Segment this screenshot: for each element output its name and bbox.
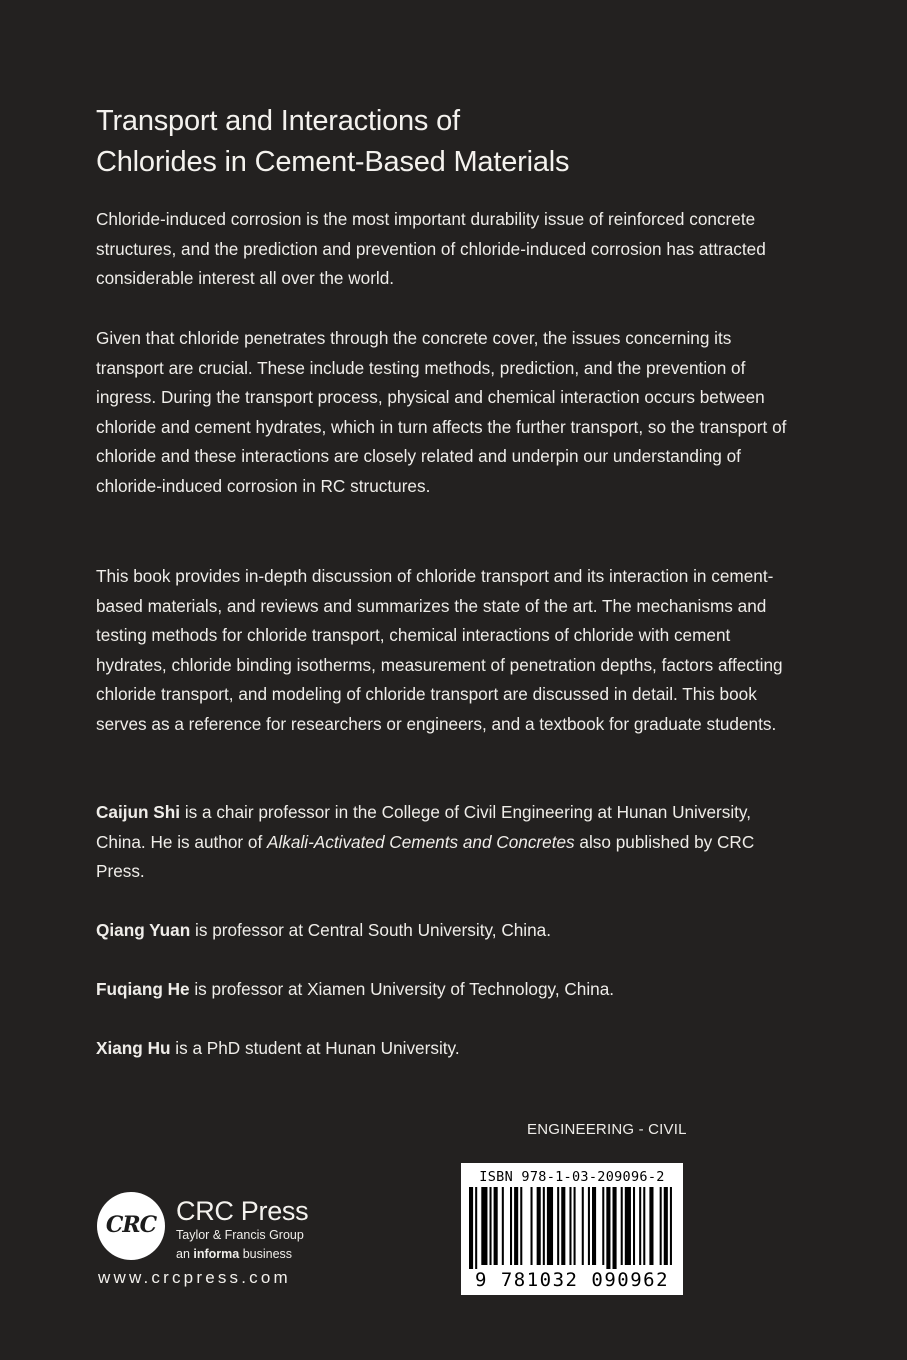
- barcode-bar: [520, 1187, 522, 1265]
- barcode-bar: [621, 1187, 623, 1265]
- author-name: Caijun Shi: [96, 802, 181, 822]
- barcode-bar: [510, 1187, 512, 1265]
- crc-logo: [97, 1192, 165, 1260]
- barcode-bar: [660, 1187, 662, 1265]
- barcode-bar: [494, 1187, 498, 1265]
- author-name: Xiang Hu: [96, 1038, 171, 1058]
- barcode-bar: [569, 1187, 571, 1265]
- barcode-bar: [469, 1187, 473, 1269]
- crc-logo-text: CRC: [105, 1212, 157, 1238]
- author-bio-2: [96, 916, 796, 946]
- author-bio-text: is a chair professor in the College of Civil Engineering at Hunan University, China. He is author of: [96, 802, 752, 852]
- isbn-barcode: [461, 1163, 683, 1295]
- author-bio-4: [96, 1034, 796, 1064]
- barcode-digits: 9 781032 090962: [474, 1269, 670, 1291]
- book-title: [96, 101, 816, 183]
- barcode-bar: [633, 1187, 635, 1265]
- barcode-bar: [514, 1187, 518, 1265]
- barcode-bar: [547, 1187, 553, 1265]
- publisher-group: Taylor & Francis Group: [176, 1228, 304, 1242]
- barcode-bar: [670, 1187, 672, 1265]
- barcode-bar: [502, 1187, 504, 1265]
- barcode-bar: [582, 1187, 584, 1265]
- barcode-bar: [588, 1187, 590, 1265]
- barcode-bar: [643, 1187, 645, 1265]
- publisher-name: CRC Press: [176, 1196, 309, 1226]
- author-name: Qiang Yuan: [96, 920, 191, 940]
- barcode-bar: [639, 1187, 641, 1265]
- barcode-bar: [625, 1187, 631, 1265]
- barcode-bar: [649, 1187, 653, 1265]
- description-paragraph-2: Given that chloride penetrates through the concrete cover, the issues concerning its transport are crucial. These include testing methods, prediction, and the prevention of ingress. During the transport process, physical and chemical interaction occurs between chloride and cement hydrates, which in turn affects the further transport, so the transport of chloride and these interactions are closely related and underpin our understanding of chloride-induced corrosion in RC structures.: [96, 328, 787, 496]
- author-bio-text: is professor at Xiamen University of Technology, China.: [189, 979, 615, 999]
- description-paragraph-3: This book provides in-depth discussion of chloride transport and its interaction in cement-based materials, and reviews and summarizes the state of the art. The mechanisms and testing methods for chloride transport, chemical interactions of chloride with cement hydrates, chloride binding isotherms, measurement of penetration depths, factors affecting chloride transport, and modeling of chloride transport are discussed in detail. This book serves as a reference for researchers or engineers, and a textbook for graduate students.: [96, 566, 783, 734]
- barcode-bar: [602, 1187, 604, 1265]
- barcode-bar: [490, 1187, 492, 1265]
- subject-category: ENGINEERING - CIVIL: [527, 1121, 687, 1138]
- author-bio-3: [96, 975, 796, 1005]
- author-bio-text: also published by CRC Press.: [96, 831, 755, 882]
- isbn-label: ISBN 978-1-03-209096-2: [479, 1169, 665, 1185]
- barcode-bar: [543, 1187, 545, 1265]
- barcode-bar: [531, 1187, 533, 1265]
- related-book-title: Alkali-Activated Cements and Concretes: [267, 831, 575, 852]
- barcode-bar: [475, 1187, 477, 1269]
- author-name: Fuqiang He: [96, 979, 190, 999]
- publisher-tagline: an informa business: [176, 1247, 293, 1261]
- barcode-bar: [664, 1187, 668, 1265]
- author-bio-1: [96, 798, 796, 887]
- title-line-1: Transport and Interactions of: [96, 105, 460, 137]
- author-bio-text: is a PhD student at Hunan University.: [170, 1038, 460, 1058]
- description-paragraph-1: Chloride-induced corrosion is the most important durability issue of reinforced concrete structures, and the prediction and prevention of chloride-induced corrosion has attracted considerable interest all over the world.: [96, 209, 766, 289]
- author-bio-text: is professor at Central South University, China.: [190, 920, 552, 940]
- barcode-bar: [481, 1187, 487, 1265]
- barcode-bar: [606, 1187, 610, 1269]
- publisher-website[interactable]: www.crcpress.com: [98, 1268, 291, 1287]
- barcode-bar: [592, 1187, 596, 1265]
- barcode-bars: [467, 1187, 677, 1269]
- barcode-bar: [561, 1187, 565, 1265]
- title-line-2: Chlorides in Cement-Based Materials: [96, 146, 570, 178]
- barcode-bar: [557, 1187, 559, 1265]
- barcode-bar: [574, 1187, 576, 1265]
- barcode-bar: [613, 1187, 617, 1269]
- barcode-bar: [537, 1187, 541, 1265]
